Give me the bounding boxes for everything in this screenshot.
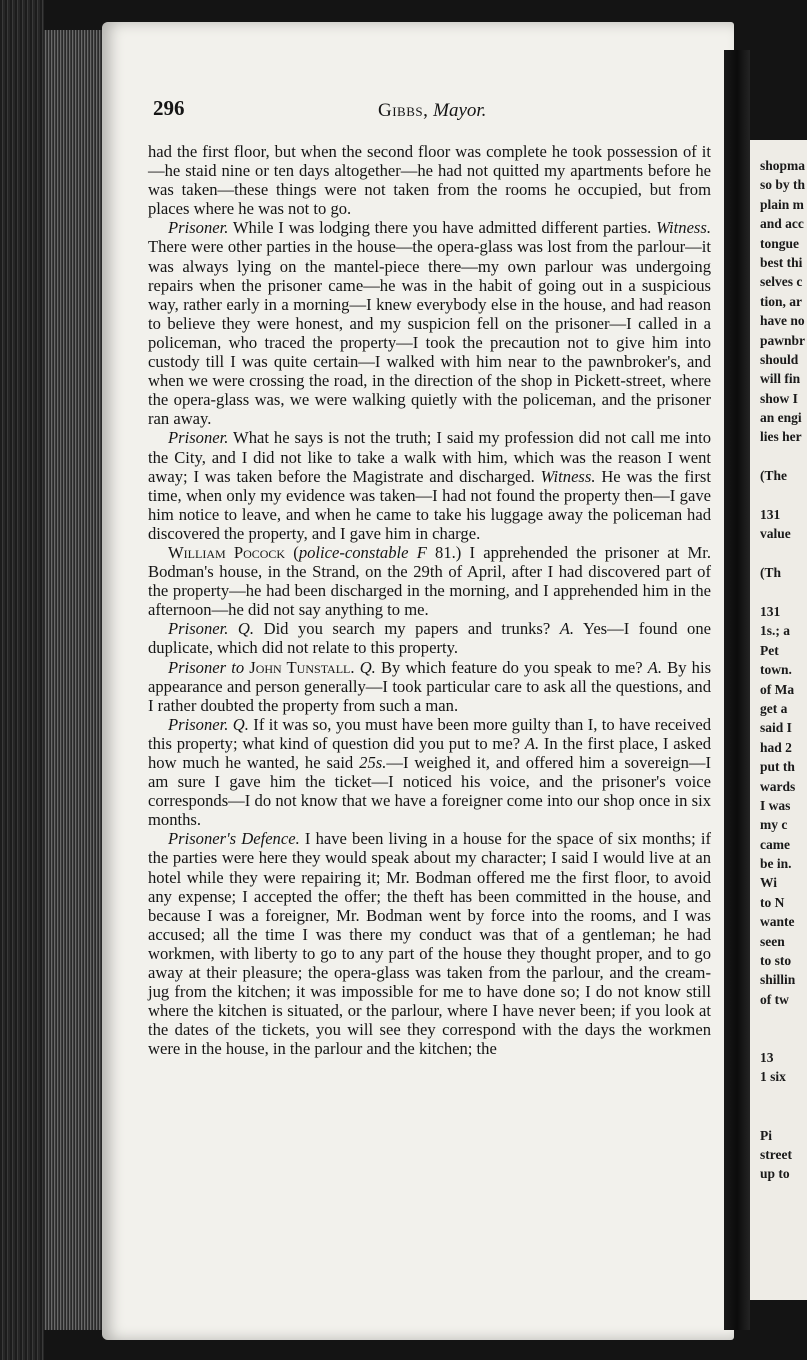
text-run: 25s.: [359, 753, 387, 772]
right-page-line: seen: [760, 933, 785, 949]
page-number: 296: [153, 96, 185, 120]
right-page-line: lies her: [760, 429, 802, 445]
right-page-line: shillin: [760, 972, 796, 988]
right-page-line: Pi: [760, 1127, 772, 1143]
text-run: 81.) I apprehended the prisoner at Mr. Bodman's house, in the Strand, on the 29th of April, after I had discovered part of the property—he had been discharged in the morning, and I apprehended him in the afternoon—he did not say anything to me.: [148, 542, 711, 620]
header-title-name: Gibbs,: [378, 100, 429, 121]
right-page-line: I was: [760, 797, 791, 813]
right-page-line: tion, ar: [760, 293, 802, 309]
text-run: police-constable F: [298, 542, 427, 562]
right-page-line: shopma: [760, 158, 806, 173]
right-page-line: said I: [760, 720, 792, 736]
right-page-line: should: [760, 351, 799, 367]
right-page-line: had 2: [760, 739, 792, 755]
header-title: [378, 100, 486, 122]
paragraph: [148, 715, 711, 830]
right-page-line: show I: [760, 390, 798, 406]
right-page-line: will fin: [760, 371, 801, 387]
paragraph: [148, 428, 711, 543]
text-run: Prisoner.: [168, 714, 229, 734]
right-page-line: 1 six: [760, 1069, 786, 1085]
paragraph: [148, 658, 711, 715]
text-run: [228, 619, 238, 638]
text-run: A.: [559, 619, 575, 639]
text-run: Prisoner.: [168, 619, 229, 639]
text-run: If it was so, you must have been more guilty than I, to have received this property; what kind of question did you put to me?: [148, 714, 711, 753]
text-run: Prisoner.: [168, 218, 229, 238]
text-run: (: [285, 542, 299, 562]
right-page-line: be in.: [760, 856, 792, 872]
text-run: Q.: [232, 714, 249, 734]
text-run: A.: [647, 657, 663, 677]
right-page-line: wante: [760, 914, 795, 930]
right-page-line: [760, 544, 805, 563]
right-page-line: [760, 583, 805, 602]
right-page-line: 131: [760, 507, 781, 523]
right-page-line: have no: [760, 313, 805, 329]
text-run: Did you search my papers and trunks?: [254, 619, 560, 639]
right-page-line: tongue: [760, 235, 800, 251]
right-page-line: put th: [760, 759, 795, 775]
text-run: Witness.: [540, 466, 596, 486]
book-gutter: [724, 50, 750, 1330]
right-page-line: an engi: [760, 410, 802, 426]
right-page-line: of tw: [760, 991, 789, 1007]
right-page-line: came: [760, 836, 790, 852]
paragraph: [148, 218, 711, 428]
right-page-line: my c: [760, 817, 788, 833]
right-page-text: [760, 156, 805, 1184]
right-page-line: town.: [760, 662, 792, 678]
right-page-line: to N: [760, 894, 785, 910]
right-page-line: [760, 1106, 805, 1125]
text-run: What he says is not the truth; I said my profession did not call me into the City, and I did not like to take a walk with him, which was the reason I went away; I was taken before the Magistrate and discharged.: [148, 428, 711, 486]
right-page-line: [760, 486, 805, 505]
book-spine: [0, 0, 44, 1360]
text-run: Witness.: [656, 218, 711, 238]
right-page-fragment: [750, 140, 807, 1300]
right-page-line: Pet: [760, 642, 779, 658]
text-run: In the first place, I asked how much he wanted, he said: [148, 733, 711, 772]
paragraph: [148, 619, 711, 657]
right-page-line: [760, 1087, 805, 1106]
body-text: [148, 142, 711, 1059]
right-page-line: plain m: [760, 196, 804, 212]
right-page-line: [760, 1029, 805, 1048]
right-page-line: 13: [760, 1049, 774, 1065]
paragraph: [148, 543, 711, 619]
right-page-line: to sto: [760, 953, 792, 969]
right-page-line: [760, 1009, 805, 1028]
right-page-line: (Th: [760, 565, 782, 581]
right-page-line: of Ma: [760, 681, 795, 697]
right-page-line: and acc: [760, 216, 804, 232]
right-page-line: selves c: [760, 274, 803, 290]
text-run: —I weighed it, and offered him a sovereign—I am sure I gave him the ticket—I noticed his voice, and the prisoner's voice corresponds—I do not know that we have a foreigner come into our shop once in six months.: [148, 753, 711, 830]
right-page-line: get a: [760, 700, 788, 716]
text-run: Q.: [359, 657, 376, 677]
right-page-line: (The: [760, 468, 787, 484]
right-page-line: street: [760, 1146, 792, 1162]
header-title-role: Mayor.: [433, 100, 487, 121]
running-head: [148, 96, 708, 124]
text-run: While I was lodging there you have admitted different parties.: [228, 218, 657, 238]
right-page-line: up to: [760, 1166, 790, 1182]
right-page-line: wards: [760, 778, 796, 794]
text-run: He was the first time, when only my evidence was taken—I had not found the property then—I gave him notice to leave, and when he came to take his luggage away the policeman had discovered the property, and I gave him in charge.: [148, 466, 711, 543]
text-run: Prisoner.: [168, 428, 229, 448]
right-page-line: pawnbr: [760, 332, 806, 348]
right-page-line: Wi: [760, 875, 778, 891]
text-run: A.: [524, 733, 540, 753]
text-run: Yes—I found one duplicate, which did not relate to this property.: [148, 619, 711, 658]
right-page-line: 1s.; a: [760, 623, 790, 639]
page-edges: [44, 30, 106, 1330]
paragraph: [148, 829, 711, 1058]
text-run: Prisoner's Defence.: [168, 829, 300, 849]
paragraph: [148, 142, 711, 218]
right-page-line: best thi: [760, 254, 803, 270]
right-page-line: so by th: [760, 177, 806, 193]
right-page-line: value: [760, 526, 791, 542]
text-run: There were other parties in the house—the opera-glass was lost from the parlour—it was always lying on the mantel-piece there—my own parlour was undergoing repairs when the prisoner came—he was in the habit of going out in a suspicious way, rather early in a morning—I knew everybody else in the house, and had reason to believe they were honest, and my suspicion fell on the prisoner—I called in a policeman, who traced the property—I took the precaution not to give him into custody till I was quite certain—I walked with him near to the pawnbroker's, and when we were crossing the road, in the direction of the shop in Pickett-street, where the opera-glass was, we were walking quietly with the policeman, and the prisoner ran away.: [148, 237, 711, 429]
right-page-line: 131: [760, 603, 781, 619]
text-run: William Pocock: [168, 542, 286, 562]
text-run: By which feature do you speak to me?: [375, 657, 648, 677]
right-page-line: [760, 447, 805, 466]
text-run: Prisoner to: [168, 657, 245, 677]
text-run: John Tunstall.: [249, 657, 355, 677]
text-run: I have been living in a house for the space of six months; if the parties were here they would speak about my character; I said I would live at an hotel while they were repairing it; Mr. Bodman offered me the first floor, to avoid any expense; I accepted the offer; the theft has been committed in the house, and because I was a foreigner, Mr. Bodman went by force into the rooms, and I was accused; all the time I was there my conduct was that of a gentleman; he had workmen, with liberty to go to any part of the house they thought proper, and to go away at their pleasure; the opera-glass was taken from the parlour, and the cream-jug from the kitchen; it was impossible for me to have done so; I do not know still where the kitchen is situated, or the parlour, where I have never been; if you look at the dates of the tickets, you will see they correspond with the days the workmen were in the house, in the parlour and the kitchen; the: [148, 829, 712, 1059]
text-run: had the first floor, but when the second floor was complete he took possession of it—he staid nine or ten days altogether—he had not quitted my apartments before he was taken—these things were not taken from the rooms he occupied, but from places where he was not to go.: [148, 142, 711, 219]
text-run: Q.: [237, 619, 255, 639]
text-run: By his appearance and person generally—I took particular care to ask all the questions, and I rather doubted the property from such a man.: [148, 657, 712, 715]
